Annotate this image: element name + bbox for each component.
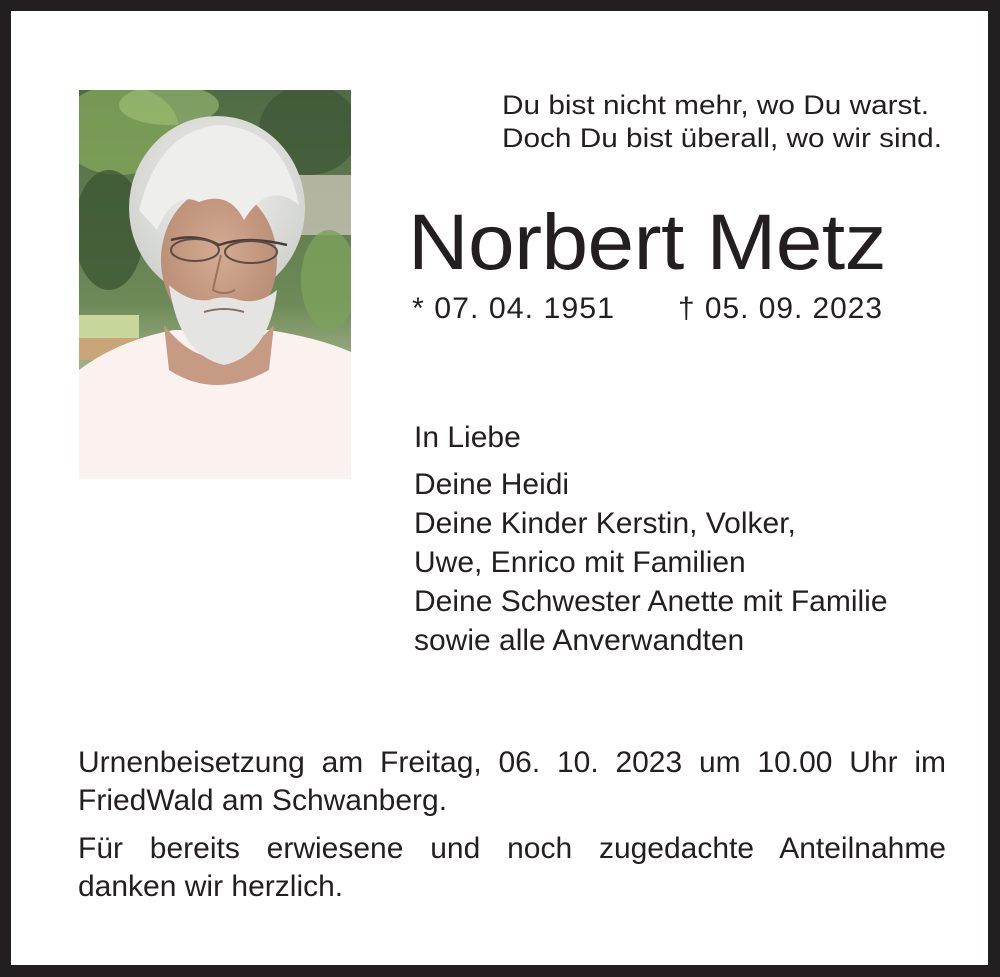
burial-line-2: FriedWald am Schwanberg.	[78, 784, 448, 817]
deceased-name: Norbert Metz	[408, 197, 886, 286]
mourners-list	[414, 465, 888, 660]
thanks-notice	[78, 830, 946, 906]
quote-line-1: Du bist nicht mehr, wo Du warst.	[502, 90, 929, 120]
obituary-card	[11, 11, 988, 965]
thanks-line-2: danken wir herzlich.	[78, 870, 344, 903]
death-date: † 05. 09. 2023	[678, 292, 883, 325]
burial-notice	[78, 744, 946, 820]
thanks-line-1: Für bereits erwiesene und noch zugedachte Anteilnahme	[78, 832, 946, 865]
mourner-line: Deine Schwester Anette mit Familie	[414, 585, 888, 618]
mourner-line: Uwe, Enrico mit Familien	[414, 546, 746, 579]
mourner-line: Deine Kinder Kerstin, Volker,	[414, 507, 796, 540]
birth-date: * 07. 04. 1951	[412, 292, 615, 325]
quote-line-2: Doch Du bist überall, wo wir sind.	[502, 123, 942, 153]
burial-line-1: Urnenbeisetzung am Freitag, 06. 10. 2023 um 10.00 Uhr im	[78, 746, 946, 779]
mourner-line: sowie alle Anverwandten	[414, 624, 745, 657]
portrait-photo	[79, 90, 351, 479]
mourners-intro: In Liebe	[414, 421, 521, 454]
mourner-line: Deine Heidi	[414, 468, 570, 501]
